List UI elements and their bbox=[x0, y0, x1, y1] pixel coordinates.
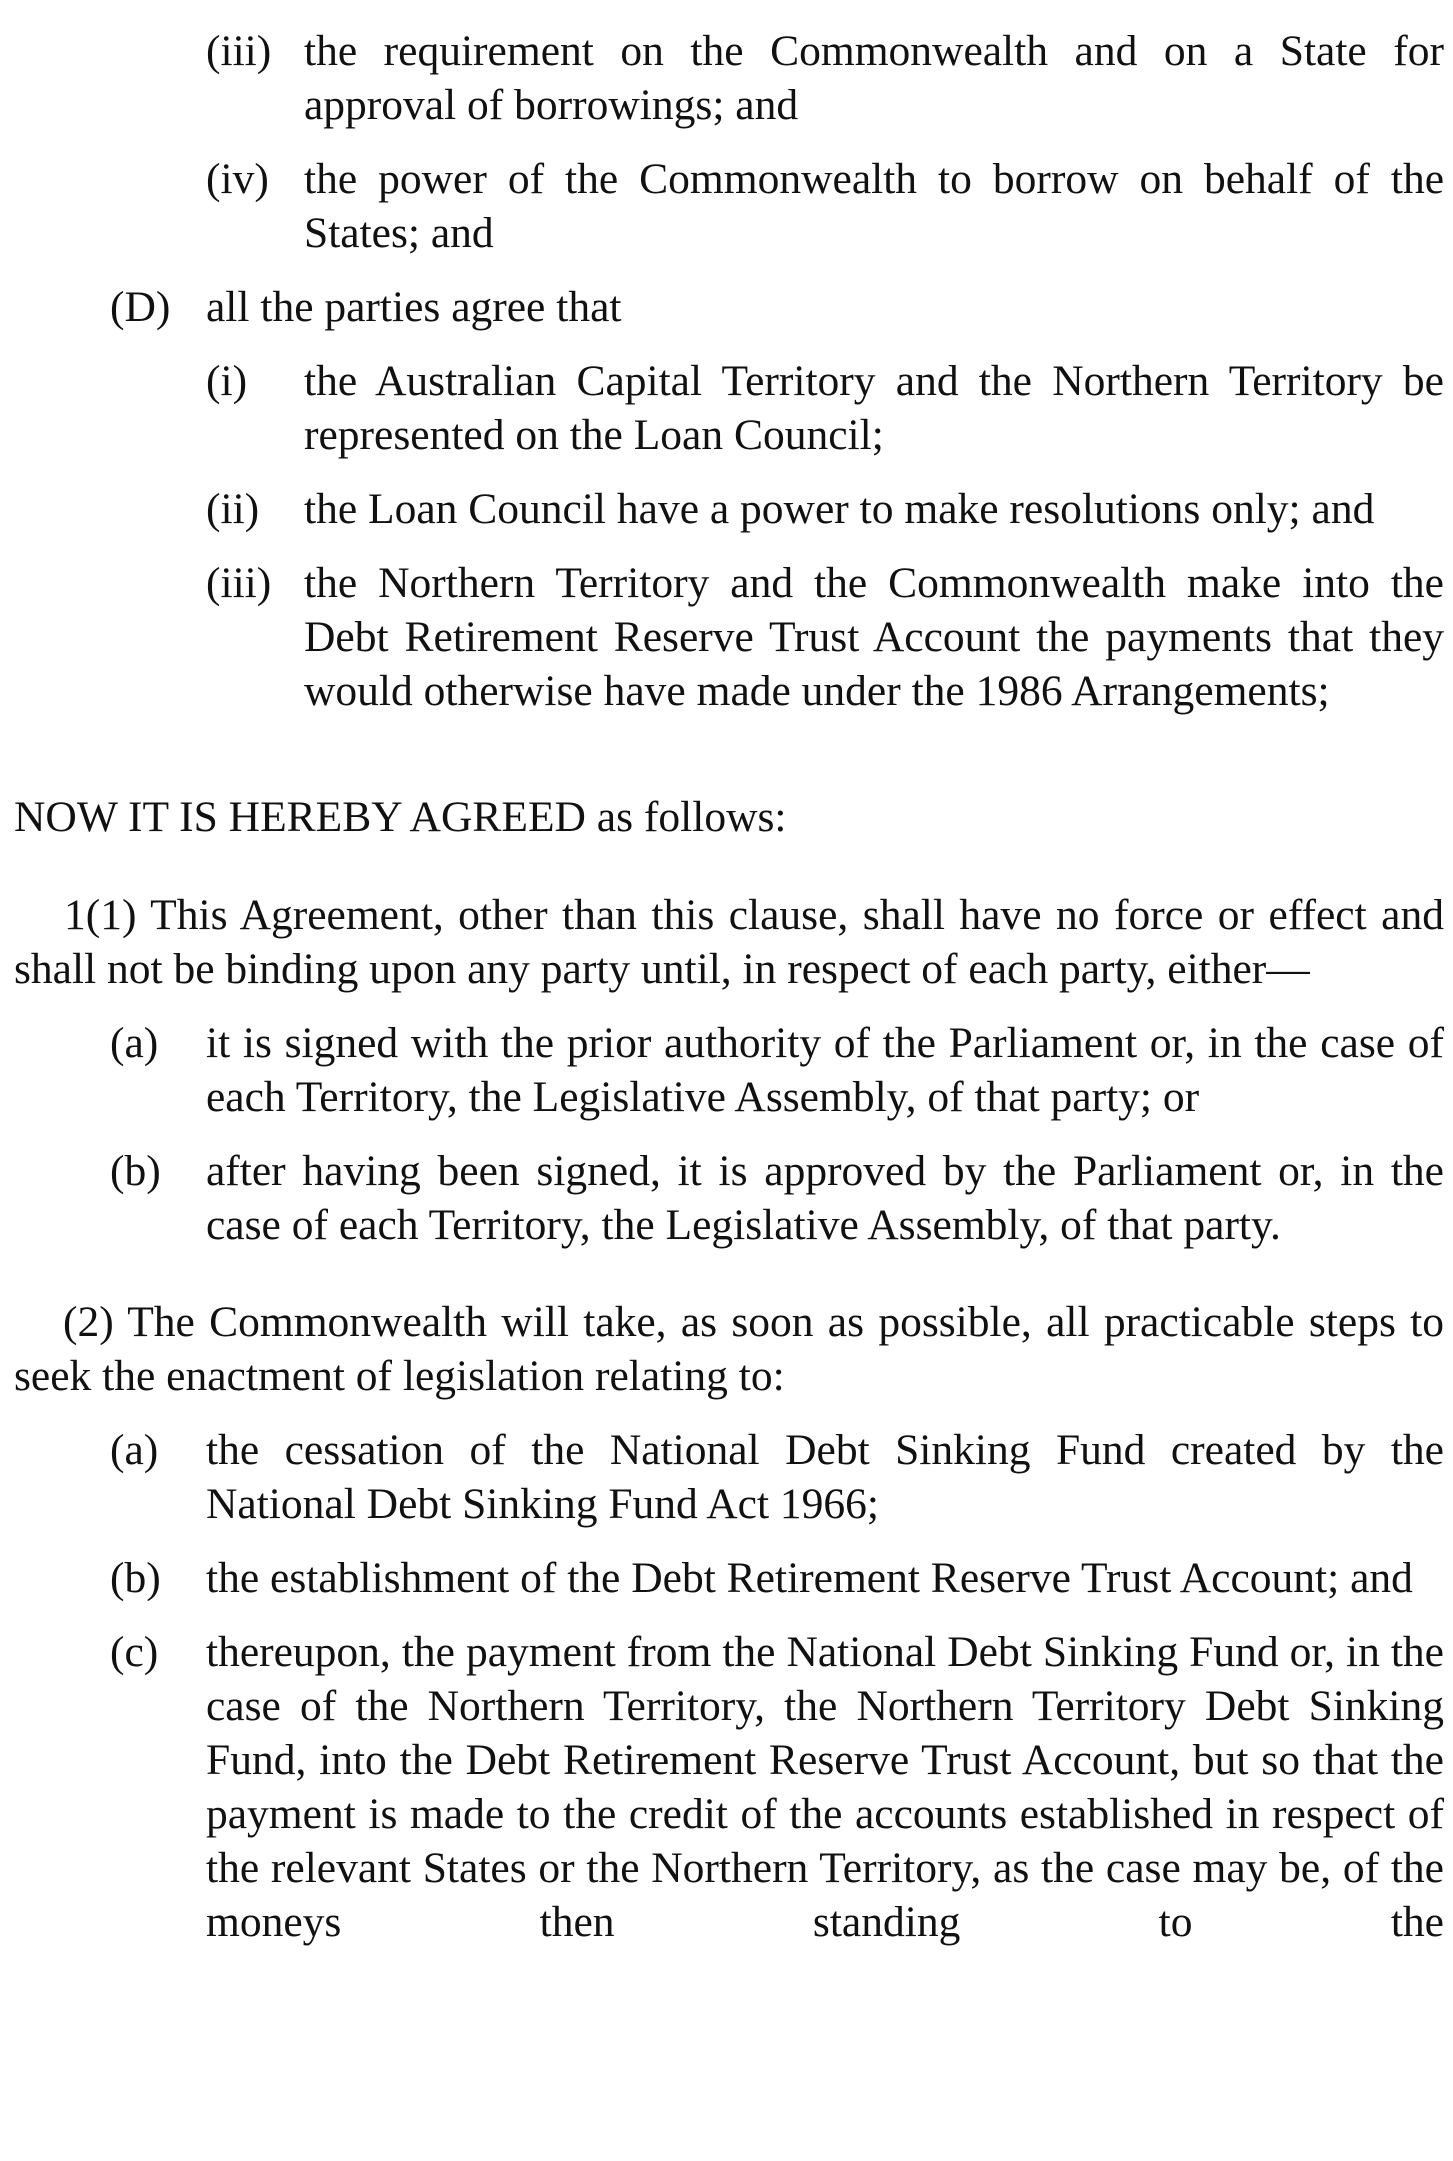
recital-d-item-ii bbox=[14, 482, 1444, 536]
recital-c-item-iv bbox=[14, 152, 1444, 260]
item-text: the power of the Commonwealth to borrow on behalf of the States; and bbox=[304, 155, 1444, 257]
clause-1-2-item-a bbox=[14, 1423, 1444, 1531]
item-text: after having been signed, it is approved by the Parliament or, in the case of each Territory, the Legislative Assembly, of that party. bbox=[206, 1146, 1444, 1249]
item-text: the Australian Capital Territory and the Northern Territory be represented on the Loan Council; bbox=[304, 357, 1444, 459]
recital-d-item-iii bbox=[14, 556, 1444, 718]
document-page bbox=[14, 24, 1444, 1969]
recital-d-item-i bbox=[14, 354, 1444, 462]
clause-1-2: (2) The Commonwealth will take, as soon as possible, all practicable steps to seek the enactment of legislation relating to: bbox=[14, 1298, 1444, 1400]
item-label: (c) bbox=[110, 1628, 159, 1676]
item-label: (b) bbox=[110, 1146, 161, 1195]
item-label: (ii) bbox=[206, 485, 260, 533]
item-text: the Loan Council have a power to make resolutions only; and bbox=[304, 485, 1375, 533]
clause-1-2-item-b bbox=[14, 1551, 1444, 1605]
item-text: the requirement on the Commonwealth and on a State for approval of borrowings; and bbox=[304, 27, 1444, 129]
clause-1-2-item-c bbox=[14, 1625, 1444, 1949]
recital-c-item-iii bbox=[14, 24, 1444, 132]
clause-1-1-item-a bbox=[14, 1016, 1444, 1124]
item-text: the cessation of the National Debt Sinking Fund created by the National Debt Sinking Fund Act 1966; bbox=[206, 1426, 1444, 1528]
item-text: all the parties agree that bbox=[206, 283, 622, 331]
clause-1-1-item-b bbox=[14, 1144, 1444, 1252]
recital-d bbox=[14, 280, 1444, 334]
item-label: (a) bbox=[110, 1426, 159, 1474]
item-label: (iii) bbox=[206, 27, 272, 75]
item-label: (iv) bbox=[206, 155, 269, 203]
item-text: it is signed with the prior authority of the Parliament or, in the case of each Territory, the Legislative Assembly, of that party; or bbox=[206, 1018, 1444, 1121]
item-label: (D) bbox=[110, 283, 171, 331]
clause-1-1: 1(1) This Agreement, other than this clause, shall have no force or effect and shall not be binding upon any party until, in respect of each party, either— bbox=[14, 890, 1444, 993]
item-label: (b) bbox=[110, 1554, 161, 1602]
item-label: (iii) bbox=[206, 559, 272, 607]
item-label: (i) bbox=[206, 357, 248, 405]
item-text: the Northern Territory and the Commonwealth make into the Debt Retirement Reserve Trust Account the payments that they would otherwise have made under the 1986 Arrangements; bbox=[304, 559, 1444, 715]
item-text: thereupon, the payment from the National Debt Sinking Fund or, in the case of the Northern Territory, the Northern Territory Debt Sinking Fund, into the Debt Retirement Reserve Trust Account, but so that the payment is made to the credit of the accounts established in respect of the relevant States or the Northern Territory, as the case may be, of the moneys then standing to the bbox=[206, 1628, 1444, 1946]
item-text: the establishment of the Debt Retirement Reserve Trust Account; and bbox=[206, 1554, 1413, 1602]
agreement-heading: NOW IT IS HEREBY AGREED as follows: bbox=[14, 793, 787, 841]
item-label: (a) bbox=[110, 1018, 159, 1067]
